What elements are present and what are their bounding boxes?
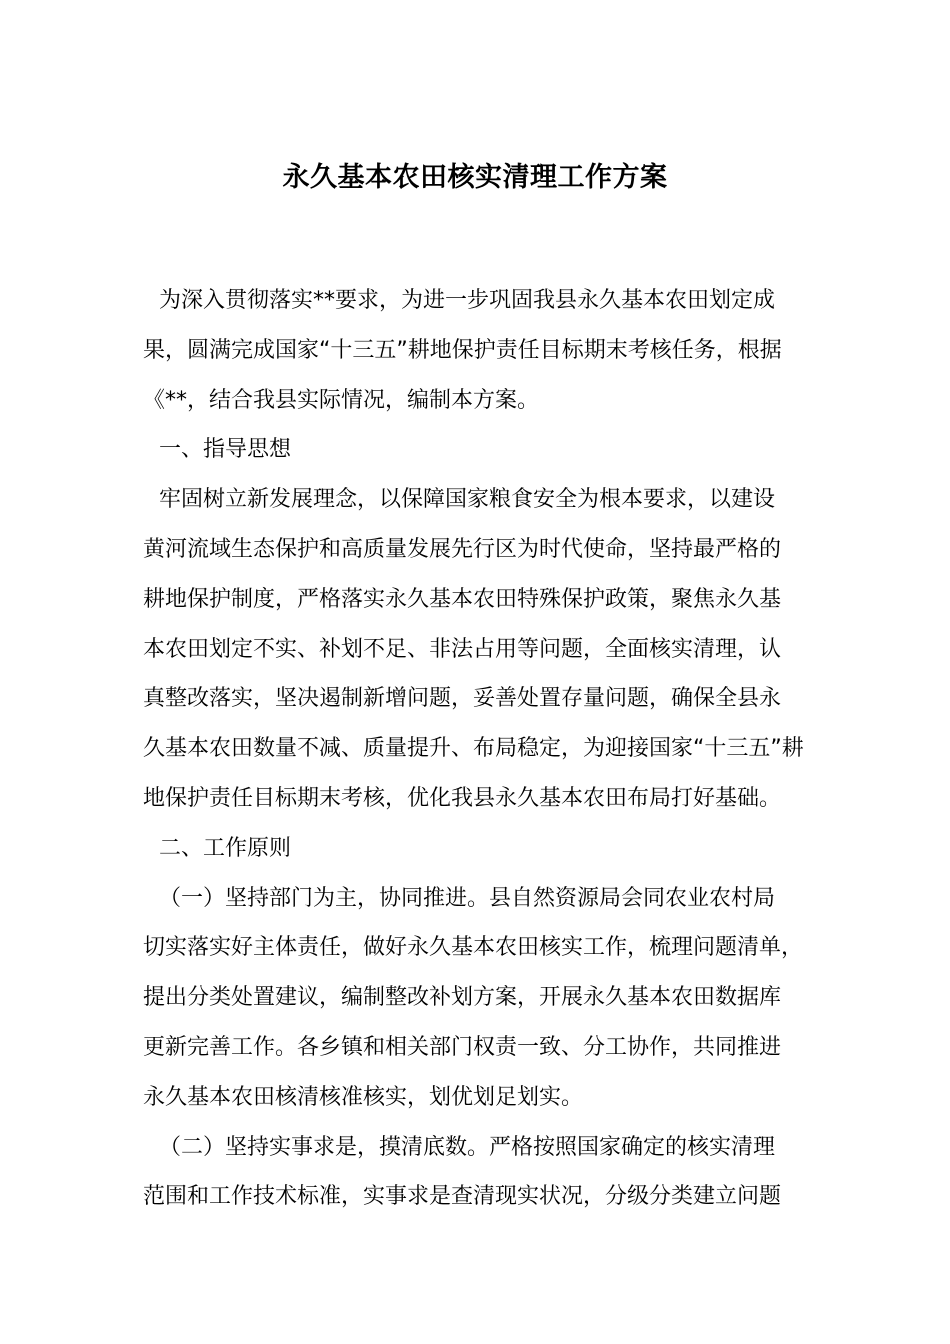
paragraph-line: （二）坚持实事求是，摸清底数。严格按照国家确定的核实清理 <box>159 1134 776 1160</box>
paragraph-line: 果，圆满完成国家“十三五”耕地保护责任目标期末考核任务，根据 <box>143 337 782 363</box>
paragraph-line: 范围和工作技术标准，实事求是查清现实状况，分级分类建立问题 <box>143 1184 782 1210</box>
document-body <box>143 276 823 1222</box>
paragraph-line: 切实落实好主体责任，做好永久基本农田核实工作，梳理问题清单， <box>143 935 804 961</box>
paragraph-line: 为深入贯彻落实**要求，为进一步巩固我县永久基本农田划定成 <box>159 288 776 313</box>
paragraph-line: （一）坚持部门为主，协同推进。县自然资源局会同农业农村局 <box>159 885 776 911</box>
document-title: 永久基本农田核实清理工作方案 <box>282 162 668 193</box>
section-heading: 二、工作原则 <box>159 835 292 861</box>
paragraph-line: 本农田划定不实、补划不足、非法占用等问题，全面核实清理，认 <box>143 636 782 662</box>
paragraph-line: 永久基本农田核清核准核实，划优划足划实。 <box>143 1084 584 1110</box>
paragraph-line: 牢固树立新发展理念，以保障国家粮食安全为根本要求，以建设 <box>159 487 776 513</box>
paragraph-line: 《**，结合我县实际情况，编制本方案。 <box>143 387 540 413</box>
paragraph-line: 久基本农田数量不减、质量提升、布局稳定，为迎接国家“十三五”耕 <box>143 736 804 762</box>
paragraph-line: 黄河流域生态保护和高质量发展先行区为时代使命，坚持最严格的 <box>143 536 782 562</box>
paragraph-line: 更新完善工作。各乡镇和相关部门权责一致、分工协作，共同推进 <box>143 1034 782 1060</box>
paragraph-line: 真整改落实，坚决遏制新增问题，妥善处置存量问题，确保全县永 <box>143 686 782 712</box>
paragraph-line: 提出分类处置建议，编制整改补划方案，开展永久基本农田数据库 <box>143 985 782 1011</box>
section-heading: 一、指导思想 <box>159 437 292 463</box>
paragraph-line: 耕地保护制度，严格落实永久基本农田特殊保护政策，聚焦永久基 <box>143 586 782 612</box>
paragraph-line: 地保护责任目标期末考核，优化我县永久基本农田布局打好基础。 <box>143 785 782 811</box>
